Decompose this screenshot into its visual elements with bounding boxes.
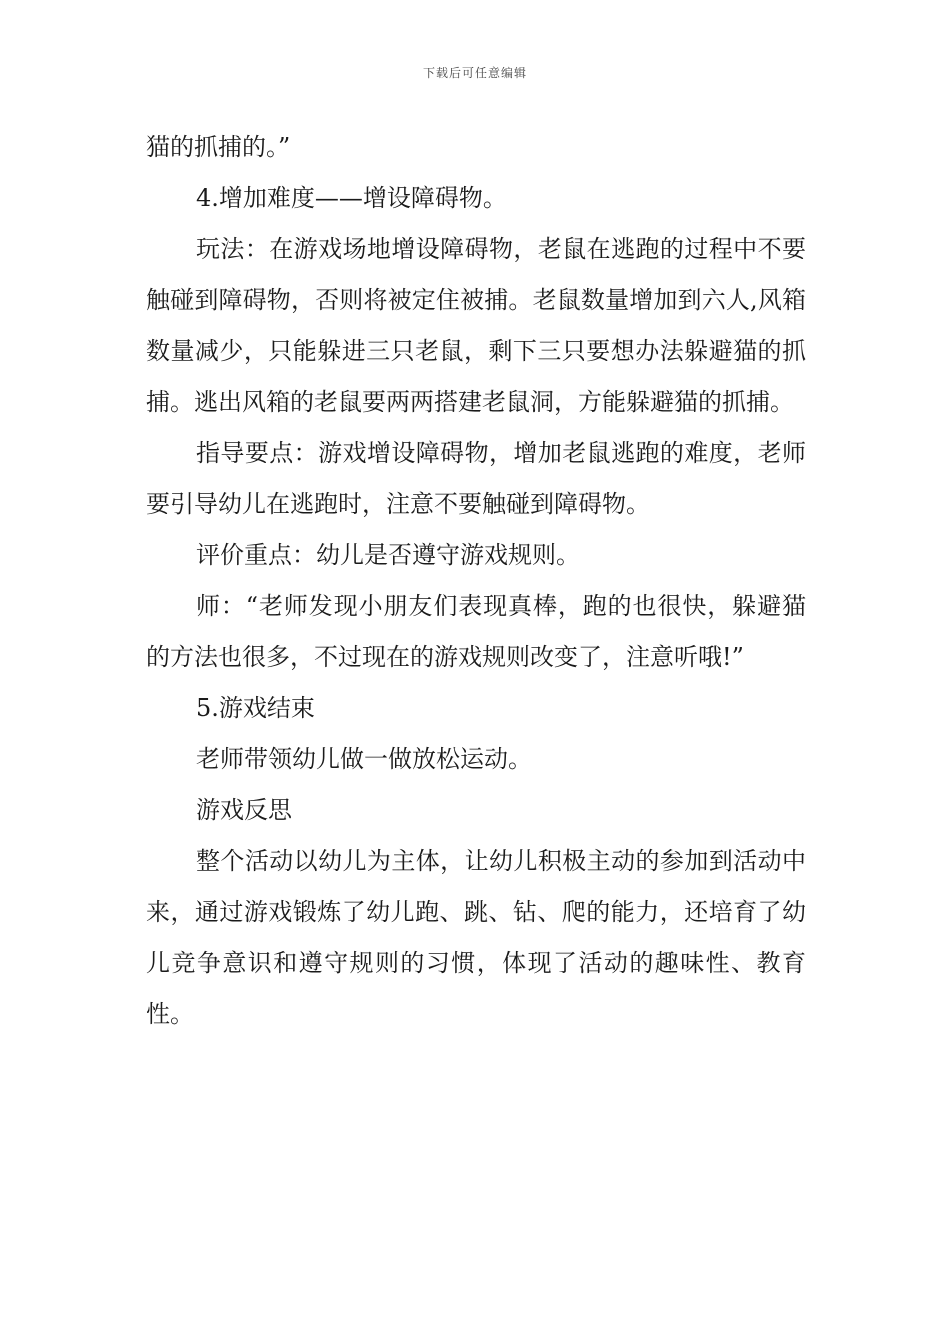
paragraph-relaxation: 老师带领幼儿做一做放松运动。 bbox=[196, 745, 532, 773]
paragraph-evaluation-focus: 评价重点：幼儿是否遵守游戏规则。 bbox=[196, 541, 580, 569]
section-heading-game-end: 5.游戏结束 bbox=[196, 694, 315, 722]
paragraph-reflection: 整个活动以幼儿为主体，让幼儿积极主动的参加到活动中来，通过游戏锻炼了幼儿跑、跳、钻、爬的能力，还培育了幼儿竞争意识和遵守规则的习惯，体现了活动的趣味性、教育性。 bbox=[146, 847, 806, 1028]
section-heading-reflection: 游戏反思 bbox=[196, 796, 292, 824]
paragraph-teacher-quote: 师：“老师发现小朋友们表现真棒，跑的也很快，躲避猫的方法也很多，不过现在的游戏规则改变了，注意听哦!” bbox=[146, 592, 806, 671]
paragraph-continuation: 猫的抓捕的。” bbox=[146, 133, 291, 161]
paragraph-guidance-points: 指导要点：游戏增设障碍物，增加老鼠逃跑的难度，老师要引导幼儿在逃跑时，注意不要触碰到障碍物。 bbox=[146, 439, 806, 518]
page-header-note: 下载后可任意编辑 bbox=[422, 66, 527, 80]
paragraph-gameplay: 玩法：在游戏场地增设障碍物，老鼠在逃跑的过程中不要触碰到障碍物，否则将被定住被捕。老鼠数量增加到六人,风箱数量减少，只能躲进三只老鼠，剩下三只要想办法躲避猫的抓捕。逃出风箱的老鼠要两两搭建老鼠洞，方能躲避猫的抓捕。 bbox=[146, 235, 806, 416]
section-heading-increase-difficulty: 4.增加难度——增设障碍物。 bbox=[196, 184, 507, 212]
document-body bbox=[146, 122, 806, 1040]
